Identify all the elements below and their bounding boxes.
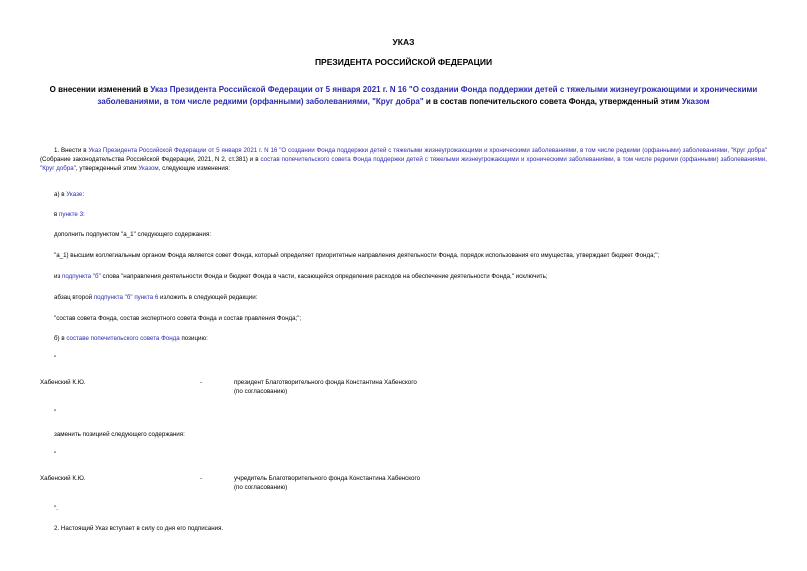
person2-role: учредитель Благотворительного фонда Константина Хабенского [234,475,421,482]
line-a: а) в Указе: [54,191,85,198]
line-sostav: "состав совета Фонда, состав экспертного совета Фонда и состав правления Фонда;"; [54,315,302,322]
link-sostave[interactable]: составе попечительского совета Фонда [66,335,180,342]
quote-open-2: " [54,451,57,458]
line-replace: заменить позицией следующего содержания: [54,431,185,438]
person1-name: Хабенский К.Ю. [40,379,86,386]
line-abzac: абзац второй подпункта "б" пункта 6 изложить в следующей редакции: [54,294,258,301]
person1-role: президент Благотворительного фонда Константина Хабенского [234,379,417,386]
line-punkt: в пункте 3: [54,211,85,218]
p1-link-sostav[interactable]: состав попечительского совета Фонда поддержки детей с тяжелыми жизнеугрожающими и хроническими заболеваниями, в том числе редкими (орфанными) заболеваниями, "Круг добра" [40,156,768,172]
line-exclude: из подпункта "б" слова "направления деятельности Фонда и бюджет Фонда в части, касающейся определения расходов на обеспечение деятельности Фонда," исключить; [54,273,548,280]
person1-note: (по согласованию) [234,388,288,395]
title-link-ukaz[interactable]: Указ Президента Российской Федерации от 5 января 2021 г. N 16 "О создании Фонда поддержки детей с тяжелыми жизнеугрожающими и хроническими заболеваниями, в том числе редкими (орфанными) заболеваниями, "Круг добра" [97,85,758,106]
person2-dash: - [200,475,203,482]
line-b: б) в составе попечительского совета Фонда позицию: [54,335,208,342]
person2-name: Хабенский К.Ю. [40,475,86,482]
doc-heading: УКАЗ [392,37,415,47]
title-link-ukazom[interactable]: Указом [681,97,710,106]
link-podpunkt-b-2[interactable]: подпункта "б" [93,294,133,301]
quote-open: " [54,355,57,362]
link-punkt-3[interactable]: пункте 3 [59,211,84,218]
person1-dash: - [200,379,203,386]
paragraph-1: 1. Внести в Указ Президента Российской Федерации от 5 января 2021 г. N 16 "О создании Фонда поддержки детей с тяжелыми жизнеугрожающими и хроническими заболеваниями, в том числе редкими (орфанными) заболеваниями, "Круг добра" (Собрание законодательства Российской Федерации, 2021, N 2, ст.381) и в состав попечительского совета Фонда поддержки детей с тяжелыми жизнеугрожающими и хроническими заболеваниями, в том числе редкими (орфанными) заболеваниями, "Круг добра", утвержденный этим Указом, следующие изменения: [40,147,768,172]
line-add: дополнить подпунктом "а_1" следующего содержания: [54,231,212,238]
doc-title: О внесении изменений в Указ Президента Российской Федерации от 5 января 2021 г. N 16 "О создании Фонда поддержки детей с тяжелыми жизнеугрожающими и хроническими заболеваниями, в том числе редкими (орфанными) заболеваниями, "Круг добра" и в состав попечительского совета Фонда, утвержденный этим Указом [49,85,758,106]
line-final: 2. Настоящий Указ вступает в силу со дня его подписания. [54,525,224,532]
person2-note: (по согласованию) [234,484,288,491]
link-podpunkt-b[interactable]: подпункта "б" [62,273,101,280]
line-a1: "а_1) высшим коллегиальным органом Фонда является совет Фонда, который определяет приоритетные направления деятельности Фонда, порядок использования его имущества, утверждает бюджет Фонда;"; [54,252,660,259]
quote-close-2: ". [54,505,58,512]
p1-link-ukazom[interactable]: Указом [138,165,159,172]
quote-close-1: " [54,409,57,416]
link-ukaze[interactable]: Указе [66,191,83,198]
doc-subheading: ПРЕЗИДЕНТА РОССИЙСКОЙ ФЕДЕРАЦИИ [314,57,493,67]
p1-link-ukaz[interactable]: Указ Президента Российской Федерации от 5 января 2021 г. N 16 "О создании Фонда поддержки детей с тяжелыми жизнеугрожающими и хроническими заболеваниями, в том числе редкими (орфанными) заболеваниями, "Круг добра" [88,147,767,154]
link-punkt-6[interactable]: пункта 6 [134,294,159,301]
